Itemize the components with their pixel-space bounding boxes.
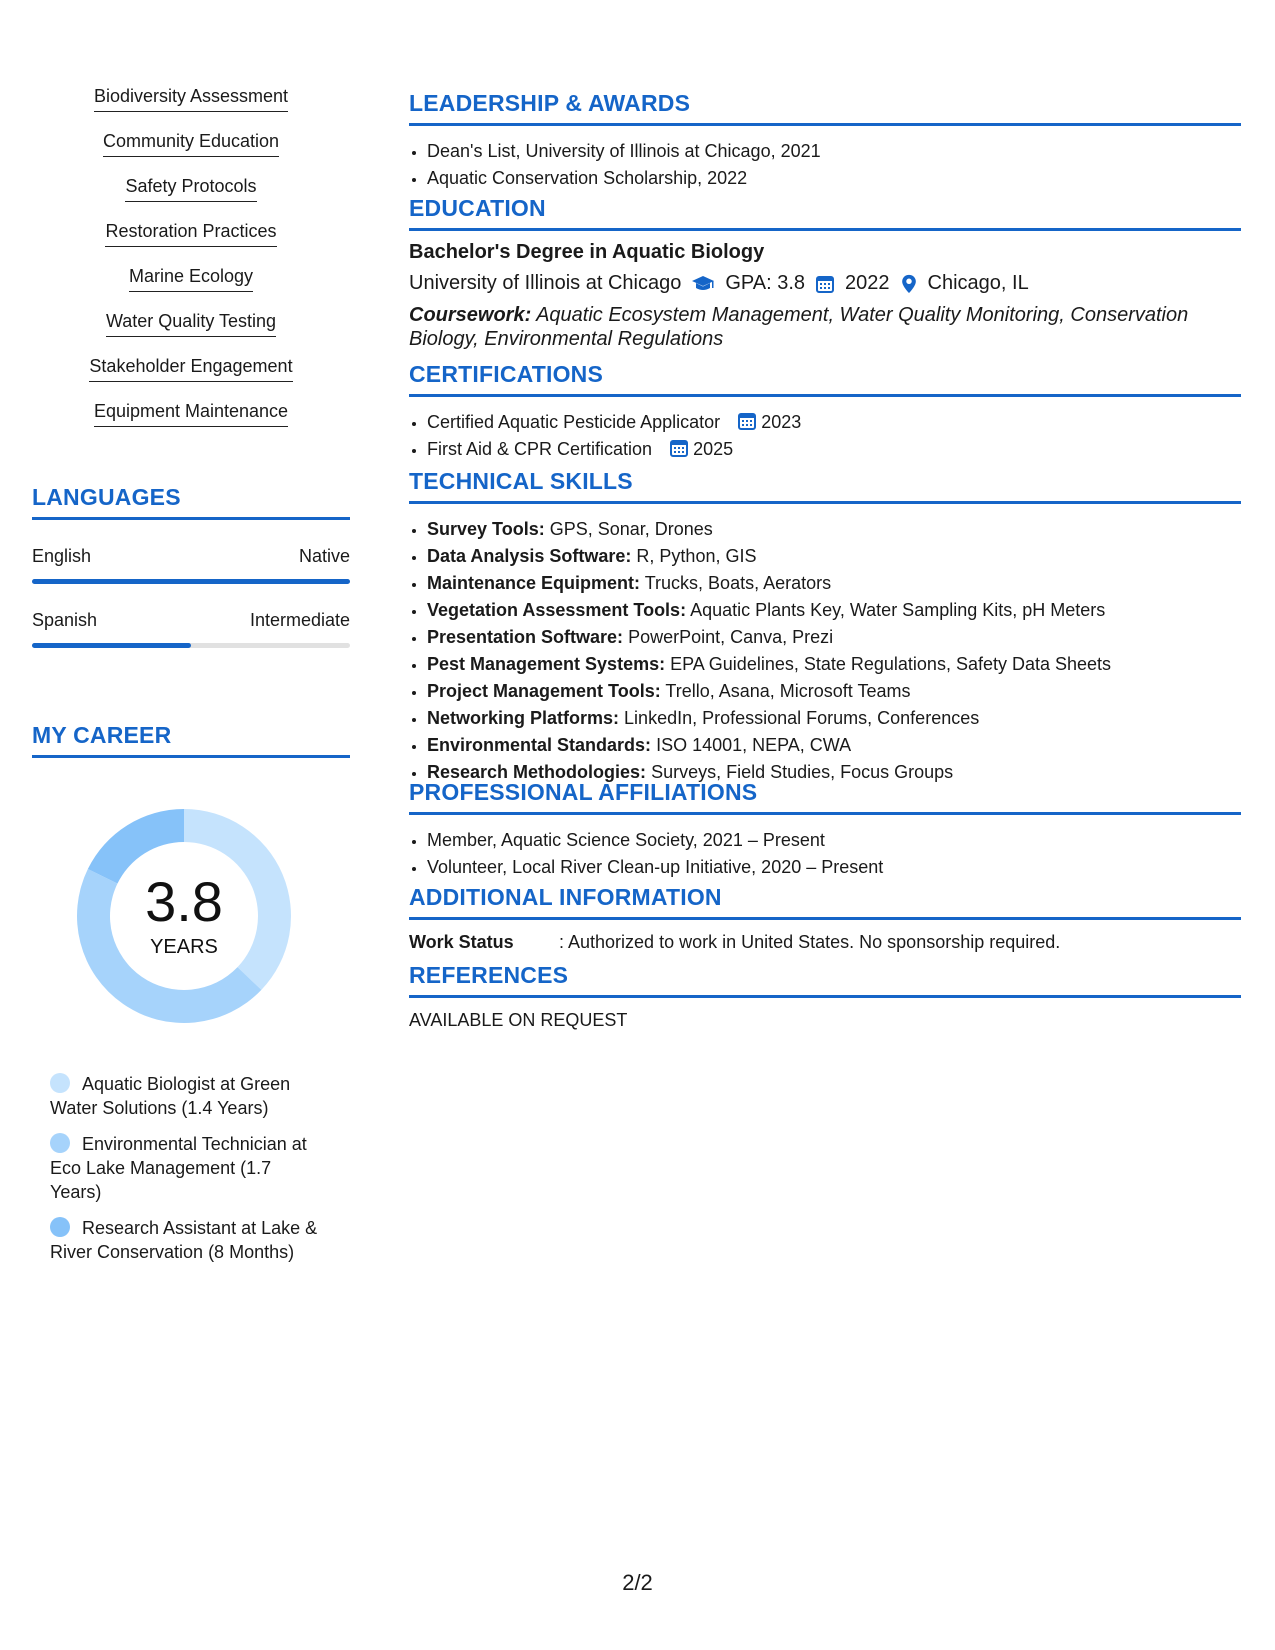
career-total-value: 3.8 <box>145 869 223 933</box>
list-item: • Volunteer, Local River Clean-up Initiative, 2020 – Present <box>427 854 1241 881</box>
technical-skills-section <box>409 468 1241 786</box>
language-name: English <box>32 546 92 566</box>
education-section <box>409 195 1241 351</box>
coursework <box>409 303 1241 351</box>
list-item: • Aquatic Conservation Scholarship, 2022 <box>427 165 1241 192</box>
additional-info-title: ADDITIONAL INFORMATION <box>409 884 1241 920</box>
leadership-title: LEADERSHIP & AWARDS <box>409 90 1241 126</box>
career-title: MY CAREER <box>32 722 350 758</box>
language-bar <box>32 643 350 648</box>
calendar-icon <box>737 411 757 431</box>
school-location: Chicago, IL <box>927 272 1029 294</box>
language-item <box>32 546 350 584</box>
legend-dot <box>50 1217 70 1237</box>
list-item: • Survey Tools: GPS, Sonar, Drones <box>427 516 1241 543</box>
work-status-value: : Authorized to work in United States. No sponsorship required. <box>559 932 1061 952</box>
list-item: • Dean's List, University of Illinois at Chicago, 2021 <box>427 138 1241 165</box>
career-section <box>32 722 350 1276</box>
education-title: EDUCATION <box>409 195 1241 231</box>
skill-item: Community Education <box>32 131 350 176</box>
list-item: • Pest Management Systems: EPA Guidelines, State Regulations, Safety Data Sheets <box>427 651 1241 678</box>
skill-item: Biodiversity Assessment <box>32 86 350 131</box>
career-total-unit: YEARS <box>150 935 218 958</box>
language-name: Spanish <box>32 610 98 630</box>
technical-skills-list <box>409 516 1241 786</box>
coursework-text: Aquatic Ecosystem Management, Water Quality Monitoring, Conservation Biology, Environmental Regulations <box>409 304 1189 350</box>
language-item <box>32 610 350 648</box>
language-level: Intermediate <box>249 610 350 630</box>
list-item: • Presentation Software: PowerPoint, Canva, Prezi <box>427 624 1241 651</box>
leadership-list <box>409 138 1241 192</box>
legend-dot <box>50 1073 70 1093</box>
references-title: REFERENCES <box>409 962 1241 998</box>
certifications-list <box>409 409 1241 463</box>
gpa: GPA: 3.8 <box>725 272 806 294</box>
skill-item: Stakeholder Engagement <box>32 356 350 401</box>
calendar-icon <box>669 438 689 458</box>
list-item: • Data Analysis Software: R, Python, GIS <box>427 543 1241 570</box>
career-donut-chart <box>64 796 304 1036</box>
legend-item: Environmental Technician at Eco Lake Management (1.7 Years) <box>50 1134 307 1202</box>
legend-item: Research Assistant at Lake & River Conservation (8 Months) <box>50 1218 318 1262</box>
legend-dot <box>50 1133 70 1153</box>
certifications-section <box>409 361 1241 463</box>
work-status-label: Work Status <box>409 932 514 952</box>
legend-item: Aquatic Biologist at Green Water Solutions (1.4 Years) <box>50 1074 291 1118</box>
list-item: • Maintenance Equipment: Trucks, Boats, Aerators <box>427 570 1241 597</box>
calendar-icon <box>815 274 835 294</box>
education-details <box>409 272 1241 295</box>
leadership-section <box>409 90 1241 192</box>
coursework-label: Coursework: <box>409 304 532 326</box>
list-item: • Member, Aquatic Science Society, 2021 – Present <box>427 827 1241 854</box>
list-item: • Networking Platforms: LinkedIn, Professional Forums, Conferences <box>427 705 1241 732</box>
school-name: University of Illinois at Chicago <box>409 272 682 294</box>
languages-title: LANGUAGES <box>32 484 350 520</box>
language-bar-fill <box>32 643 191 648</box>
affiliations-list <box>409 827 1241 881</box>
location-pin-icon <box>900 274 918 294</box>
affiliations-section <box>409 779 1241 881</box>
list-item: • Vegetation Assessment Tools: Aquatic Plants Key, Water Sampling Kits, pH Meters <box>427 597 1241 624</box>
list-item: • Project Management Tools: Trello, Asana, Microsoft Teams <box>427 678 1241 705</box>
technical-skills-title: TECHNICAL SKILLS <box>409 468 1241 504</box>
skill-item: Equipment Maintenance <box>32 401 350 446</box>
page-number: 2/2 <box>622 1570 653 1595</box>
certifications-title: CERTIFICATIONS <box>409 361 1241 397</box>
references-section <box>409 962 1241 1031</box>
skill-item: Marine Ecology <box>32 266 350 311</box>
skill-item: Safety Protocols <box>32 176 350 221</box>
graduation-year: 2022 <box>845 272 890 294</box>
list-item: • Environmental Standards: ISO 14001, NEPA, CWA <box>427 732 1241 759</box>
list-item: • Research Methodologies: Surveys, Field Studies, Focus Groups <box>427 759 1241 786</box>
language-bar <box>32 579 350 584</box>
additional-info-section <box>409 884 1241 953</box>
list-item: • Certified Aquatic Pesticide Applicator 2023 <box>427 409 1241 436</box>
work-status-row <box>409 932 1241 953</box>
degree-title: Bachelor's Degree in Aquatic Biology <box>409 241 765 263</box>
graduation-cap-icon <box>691 274 715 294</box>
list-item: • First Aid & CPR Certification 2025 <box>427 436 1241 463</box>
skill-item: Water Quality Testing <box>32 311 350 356</box>
skills-list <box>32 86 350 446</box>
language-bar-fill <box>32 579 350 584</box>
skill-item: Restoration Practices <box>32 221 350 266</box>
languages-section <box>32 484 350 648</box>
language-level: Native <box>298 546 350 566</box>
career-legend <box>50 1072 320 1264</box>
references-text: AVAILABLE ON REQUEST <box>409 1010 628 1030</box>
affiliations-title: PROFESSIONAL AFFILIATIONS <box>409 779 1241 815</box>
